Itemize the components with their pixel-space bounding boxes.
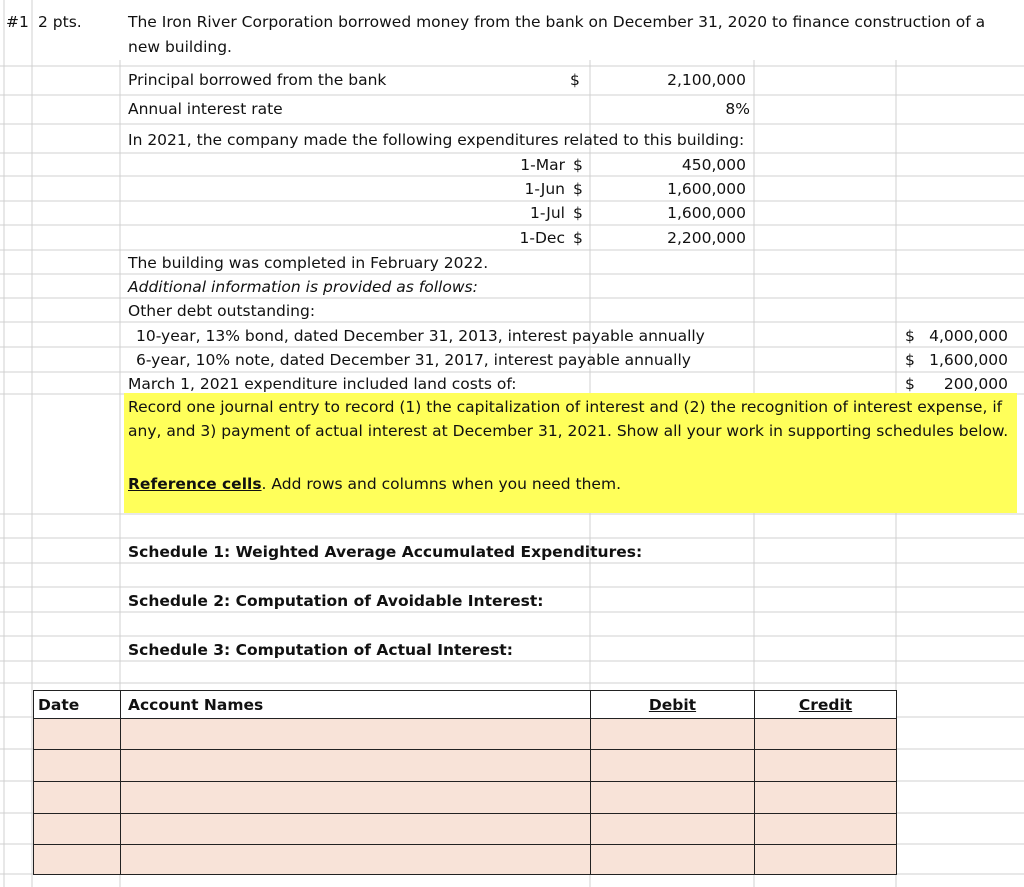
problem-number: #1 bbox=[6, 13, 29, 31]
additional-info-text: Additional information is provided as follows: bbox=[128, 278, 478, 296]
instructions-line-1: Record one journal entry to record (1) the capitalization of interest and (2) the recognition of interest expense, if bbox=[128, 398, 1003, 416]
expenditure-amount: 1,600,000 bbox=[667, 204, 746, 222]
journal-date-cell[interactable] bbox=[33, 844, 121, 875]
debt-label: 6-year, 10% note, dated December 31, 2017, interest payable annually bbox=[136, 351, 691, 369]
expenditure-amount: 450,000 bbox=[681, 156, 746, 174]
completed-text: The building was completed in February 2022. bbox=[128, 254, 489, 272]
expenditure-currency: $ bbox=[573, 180, 583, 198]
debt-label: 10-year, 13% bond, dated December 31, 2013, interest payable annually bbox=[136, 327, 705, 345]
journal-account-cell[interactable] bbox=[120, 749, 591, 782]
expenditure-date: 1-Jun bbox=[524, 180, 565, 198]
debt-amount: 4,000,000 bbox=[929, 327, 1008, 345]
debt-amount: 1,600,000 bbox=[929, 351, 1008, 369]
schedule-1-title: Schedule 1: Weighted Average Accumulated Expenditures: bbox=[128, 543, 643, 561]
other-debt-label: Other debt outstanding: bbox=[128, 302, 316, 320]
journal-account-cell[interactable] bbox=[120, 718, 591, 750]
journal-credit-cell[interactable] bbox=[754, 749, 897, 782]
reference-cells-link[interactable]: Reference cells bbox=[128, 475, 262, 493]
journal-date-cell[interactable] bbox=[33, 781, 121, 814]
expenditure-amount: 2,200,000 bbox=[667, 229, 746, 247]
expenditure-amount: 1,600,000 bbox=[667, 180, 746, 198]
journal-account-cell[interactable] bbox=[120, 813, 591, 845]
expenditures-heading: In 2021, the company made the following expenditures related to this building: bbox=[128, 131, 745, 149]
problem-points: 2 pts. bbox=[38, 13, 82, 31]
journal-header-date: Date bbox=[38, 696, 80, 714]
expenditure-currency: $ bbox=[573, 229, 583, 247]
expenditure-currency: $ bbox=[573, 204, 583, 222]
expenditure-date: 1-Mar bbox=[520, 156, 565, 174]
journal-credit-cell[interactable] bbox=[754, 781, 897, 814]
journal-debit-cell[interactable] bbox=[590, 813, 755, 845]
intro-line-2: new building. bbox=[128, 38, 232, 56]
journal-account-cell[interactable] bbox=[120, 781, 591, 814]
debt-currency: $ bbox=[905, 351, 915, 369]
journal-date-cell[interactable] bbox=[33, 749, 121, 782]
journal-credit-cell[interactable] bbox=[754, 813, 897, 845]
debt-currency: $ bbox=[905, 375, 915, 393]
expenditure-date: 1-Jul bbox=[529, 204, 565, 222]
debt-currency: $ bbox=[905, 327, 915, 345]
journal-header-account: Account Names bbox=[128, 696, 264, 714]
journal-debit-cell[interactable] bbox=[590, 749, 755, 782]
debt-amount: 200,000 bbox=[943, 375, 1008, 393]
instructions-line-2: any, and 3) payment of actual interest at December 31, 2021. Show all your work in supporting schedules below. bbox=[128, 422, 1009, 440]
rate-label: Annual interest rate bbox=[128, 100, 283, 118]
intro-line-1: The Iron River Corporation borrowed money from the bank on December 31, 2020 to finance construction of a bbox=[128, 13, 986, 31]
principal-value: 2,100,000 bbox=[667, 71, 746, 89]
instructions-line-3-rest: . Add rows and columns when you need them. bbox=[261, 475, 621, 493]
rate-value: 8% bbox=[725, 100, 750, 118]
journal-account-cell[interactable] bbox=[120, 844, 591, 875]
expenditure-date: 1-Dec bbox=[519, 229, 565, 247]
schedule-3-title: Schedule 3: Computation of Actual Interest: bbox=[128, 641, 513, 659]
land-cost-label: March 1, 2021 expenditure included land costs of: bbox=[128, 375, 517, 393]
journal-credit-cell[interactable] bbox=[754, 718, 897, 750]
expenditure-currency: $ bbox=[573, 156, 583, 174]
journal-debit-cell[interactable] bbox=[590, 781, 755, 814]
journal-header-credit: Credit bbox=[798, 696, 853, 714]
principal-currency: $ bbox=[570, 71, 580, 89]
journal-date-cell[interactable] bbox=[33, 718, 121, 750]
journal-header-debit: Debit bbox=[648, 696, 697, 714]
journal-date-cell[interactable] bbox=[33, 813, 121, 845]
journal-debit-cell[interactable] bbox=[590, 844, 755, 875]
schedule-2-title: Schedule 2: Computation of Avoidable Interest: bbox=[128, 592, 544, 610]
instructions-line-3 bbox=[128, 475, 621, 493]
principal-label: Principal borrowed from the bank bbox=[128, 71, 387, 89]
journal-debit-cell[interactable] bbox=[590, 718, 755, 750]
journal-credit-cell[interactable] bbox=[754, 844, 897, 875]
